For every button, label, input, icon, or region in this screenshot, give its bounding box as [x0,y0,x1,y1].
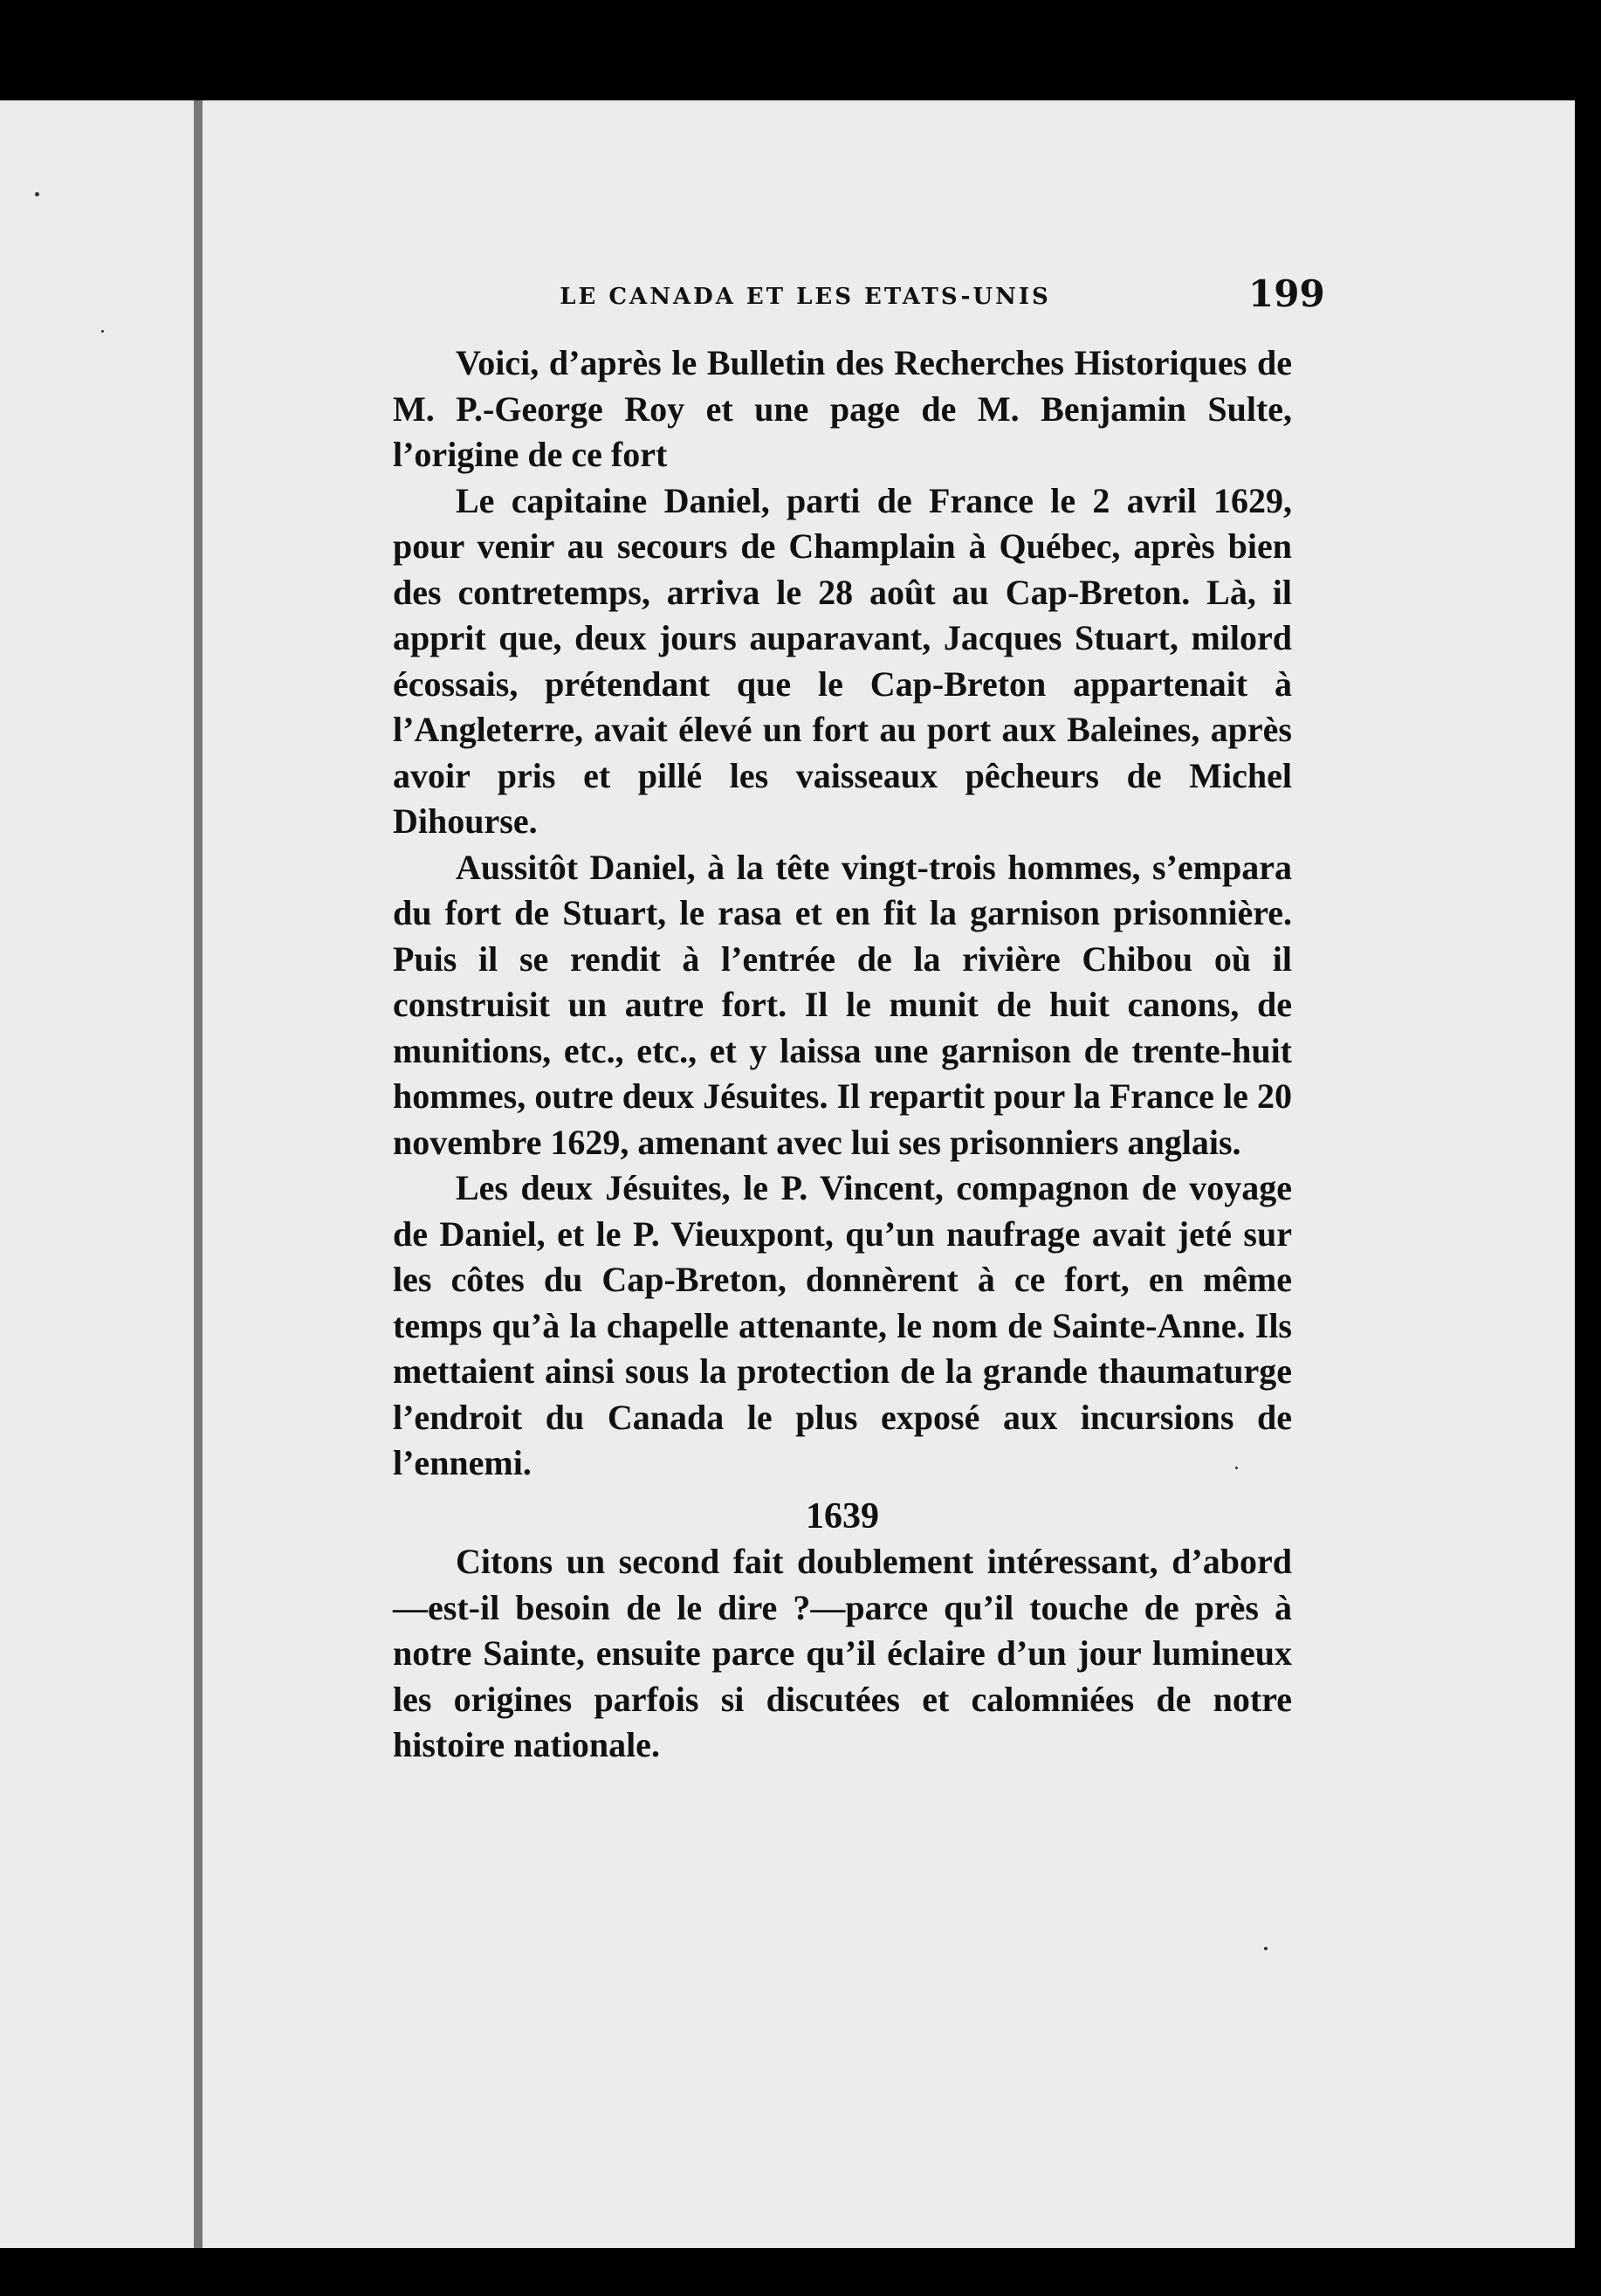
book-gutter [194,100,203,2248]
page-number: 199 [1248,272,1325,315]
section-title: 1639 [806,1495,879,1536]
left-page-edge [0,100,194,2248]
paragraph-4: Les deux Jésuites, le P. Vincent, compagnon de voyage de Daniel, et le P. Vieuxpont, qu’un naufrage avait jeté sur les côtes du Cap-Breton, donnèrent à ce fort, en même temps qu’à la chapelle attenante, le nom de Sainte-Anne. Ils mettaient ainsi sous la protection de la grande thaumaturge l’endroit du Canada le plus exposé aux incursions de l’ennemi. [393,1168,1292,1482]
scan-speck [1235,1467,1238,1469]
scan-speck [1264,1947,1268,1950]
paragraph-5: Citons un second fait doublement intéressant, d’abord—est-il besoin de le dire ?—parce qu’il touche de près à notre Sainte, ensuite parce qu’il éclaire d’un jour lumineux les origines parfois si discutées et calomniées de notre histoire nationale. [393,1542,1292,1764]
paragraph-3: Aussitôt Daniel, à la tête vingt-trois hommes, s’empara du fort de Stuart, le rasa et en fit la garnison prisonnière. Puis il se rendit à l’entrée de la rivière Chibou où il construisit un autre fort. Il le munit de huit canons, de munitions, etc., etc., et y laissa une garnison de trente-huit hommes, outre deux Jésuites. Il repartit pour la France le 20 novembre 1629, amenant avec lui ses prisonniers anglais. [393,847,1292,1162]
page-header [410,175,1325,315]
paragraph-2: Le capitaine Daniel, parti de France le 2 avril 1629, pour venir au secours de Champlain à Québec, après bien des contretemps, arriva le 28 août au Cap-Breton. Là, il apprit que, deux jours auparavant, Jacques Stuart, milord écossais, prétendant que le Cap-Breton appartenait à l’Angleterre, avait élevé un fort au port aux Baleines, après avoir pris et pillé les vaisseaux pêcheurs de Michel Dihourse. [393,480,1292,841]
scan-speck [101,330,104,333]
running-head: LE CANADA ET LES ETATS-UNIS [560,284,1051,310]
scan-speck [35,192,39,196]
body-text [393,340,1292,1769]
paragraph-1: Voici, d’après le Bulletin des Recherches Historiques de M. P.-George Roy et une page de M. Benjamin Sulte, l’origine de ce fort [393,343,1292,474]
